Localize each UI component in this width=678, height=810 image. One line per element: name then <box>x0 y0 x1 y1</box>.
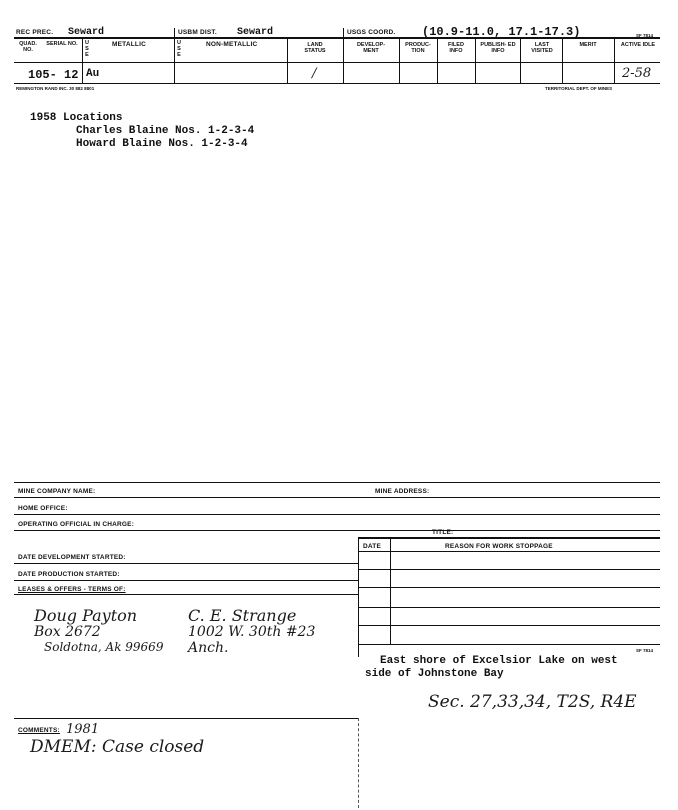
form-number: SF 7814 <box>636 33 654 38</box>
quad-serial-value: 105- 12 <box>28 68 79 82</box>
comments-year: 1981 <box>66 722 100 737</box>
rec-prec-label: REC PREC. <box>16 29 54 36</box>
col-use-nonmetallic: U S E <box>177 40 181 58</box>
title-label: TITLE: <box>432 529 454 536</box>
lessee-1-box: Box 2672 <box>34 624 101 640</box>
territorial-dept: TERRITORIAL DEPT. OF MINES <box>545 86 613 91</box>
location-text-2: side of Johnstone Bay <box>365 668 504 680</box>
date-label: DATE <box>363 543 382 550</box>
col-last-visited: LAST VISITED <box>531 42 553 54</box>
col-use-metallic: U S E <box>85 40 89 58</box>
date-development-label: DATE DEVELOPMENT STARTED: <box>18 554 126 561</box>
usgs-coord-value: (10.9-11.0, 17.1-17.3) <box>422 25 581 39</box>
rec-prec-value: Seward <box>68 27 105 38</box>
form-number-2: SF 7814 <box>636 648 654 653</box>
col-quad: QUAD. NO. <box>19 41 37 53</box>
locations-line-2: Howard Blaine Nos. 1-2-3-4 <box>76 138 248 150</box>
lessee-2-address: 1002 W. 30th #23 <box>188 624 316 640</box>
usbm-dist-value: Seward <box>237 27 274 38</box>
leases-label: LEASES & OFFERS - TERMS OF: <box>18 586 126 593</box>
col-merit: MERIT <box>579 42 597 48</box>
lessee-2-city: Anch. <box>188 640 229 656</box>
operating-official-label: OPERATING OFFICIAL IN CHARGE: <box>18 521 135 528</box>
reason-label: REASON FOR WORK STOPPAGE <box>445 543 553 550</box>
col-published-info: PUBLISH- ED INFO <box>480 42 516 54</box>
printer-line: REMINGTON RAND INC. 30 882 8801 <box>16 86 95 91</box>
col-nonmetallic: NON-METALLIC <box>206 41 258 48</box>
location-text-1: East shore of Excelsior Lake on west <box>380 655 618 667</box>
lessee-1-city: Soldotna, Ak 99669 <box>44 640 164 654</box>
locations-line-1: Charles Blaine Nos. 1-2-3-4 <box>76 125 255 137</box>
active-idle-value: 2-58 <box>622 66 652 81</box>
lessee-2-name: C. E. Strange <box>188 606 297 625</box>
land-status-value: / <box>312 66 317 81</box>
locations-heading: 1958 Locations <box>30 112 123 124</box>
mine-address-label: MINE ADDRESS: <box>375 488 430 495</box>
col-serial: SERIAL NO. <box>46 41 78 47</box>
col-production: PRODUC- TION <box>405 42 431 54</box>
date-production-label: DATE PRODUCTION STARTED: <box>18 571 120 578</box>
lessee-1-name: Doug Payton <box>34 606 138 625</box>
comments-text: DMEM: Case closed <box>30 737 205 757</box>
usbm-dist-label: USBM DIST. <box>178 29 217 36</box>
col-filed-info: FILED INFO <box>448 42 464 54</box>
col-development: DEVELOP- MENT <box>356 42 386 54</box>
home-office-label: HOME OFFICE: <box>18 505 68 512</box>
col-land-status: LAND STATUS <box>304 42 326 54</box>
col-active-idle: ACTIVE IDLE <box>620 42 656 48</box>
mine-company-label: MINE COMPANY NAME: <box>18 488 96 495</box>
col-metallic: METALLIC <box>112 41 146 48</box>
comments-label: COMMENTS: <box>18 727 60 734</box>
metallic-value: Au <box>86 68 100 80</box>
section-township-range: Sec. 27,33,34, T2S, R4E <box>428 692 637 712</box>
usgs-coord-label: USGS COORD. <box>347 29 396 36</box>
